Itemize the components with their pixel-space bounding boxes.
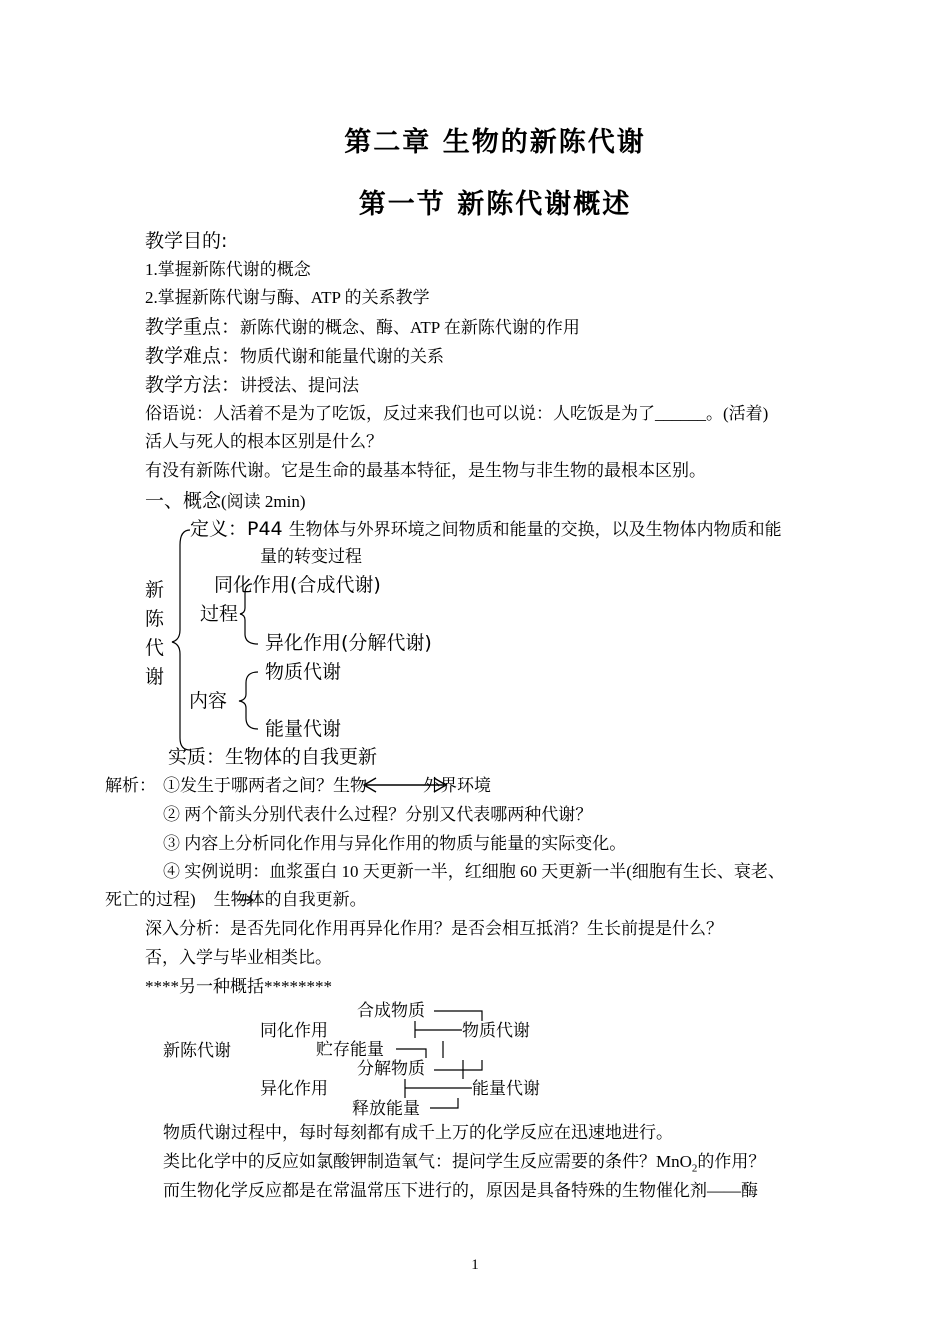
diagram-root-label <box>145 576 171 692</box>
root-char-3: 代 <box>145 637 165 659</box>
page-title: 第二章 生物的新陈代谢 <box>344 127 646 158</box>
release-energy: 释放能量 <box>352 1099 420 1118</box>
dissimilation: 异化作用 <box>260 1079 328 1098</box>
analysis-1-pre: ①发生于哪两者之间？生物 <box>163 776 367 795</box>
store-energy: 贮存能量 <box>316 1040 384 1059</box>
paragraph-2-pre: 类比化学中的反应如氯酸钾制造氧气：提问学生反应需要的条件？MnO <box>163 1152 692 1171</box>
synth-connector <box>434 1011 482 1021</box>
material-metab: 物质代谢 <box>462 1021 530 1040</box>
intro-line-3: 有没有新陈代谢。它是生命的最基本特征，是生物与非生物的最根本区别。 <box>145 461 706 480</box>
difficulties-label: 教学难点： <box>145 345 241 367</box>
key-points-text: 新陈代谢的概念、酶、ATP 在新陈代谢的作用 <box>240 318 580 337</box>
anabolism-label: 同化作用(合成代谢) <box>214 574 381 596</box>
another-summary: ****另一种概括******** <box>145 977 332 996</box>
methods <box>145 374 359 396</box>
analysis-line-1 <box>163 776 491 796</box>
section-1-note: (阅读 2min) <box>221 492 306 511</box>
analysis-1-post: 外界环境 <box>423 776 491 795</box>
root-char-2: 陈 <box>145 608 165 630</box>
difficulties <box>145 345 444 367</box>
assimilation: 同化作用 <box>260 1021 328 1040</box>
process-label: 过程 <box>200 603 239 625</box>
methods-label: 教学方法： <box>145 374 241 396</box>
synth-material: 合成物质 <box>357 1001 425 1020</box>
catabolism-label: 异化作用(分解代谢) <box>265 632 432 654</box>
paragraph-2-post: 的作用？ <box>697 1152 766 1171</box>
deep-analysis-1: 深入分析：是否先同化作用再异化作用？是否会相互抵消？生长前提是什么？ <box>145 919 723 938</box>
page-number: 1 <box>471 1257 479 1273</box>
intro-line-1: 俗语说：人活着不是为了吃饭，反过来我们也可以说：人吃饭是为了______。(活着) <box>145 404 769 423</box>
deep-analysis-2: 否，入学与毕业相类比。 <box>145 948 332 967</box>
section-1-heading <box>145 490 306 512</box>
difficulties-text: 物质代谢和能量代谢的关系 <box>240 347 445 366</box>
analysis-line-4a: ④ 实例说明：血浆蛋白 10 天更新一半，红细胞 60 天更新一半(细胞有生长、衰老、 <box>163 862 785 881</box>
root-char-4: 谢 <box>145 666 165 688</box>
analysis-line-3: ③ 内容上分析同化作用与异化作用的物质与能量的实际变化。 <box>163 834 627 853</box>
energy-metabolism-label: 能量代谢 <box>265 718 342 740</box>
analysis-label: 解析： <box>105 776 156 795</box>
main-brace <box>172 530 190 750</box>
methods-text: 讲授法、提问法 <box>240 376 360 395</box>
analysis-4b-post: 生物体的自我更新。 <box>213 890 367 909</box>
definition-label: 定义：P44 <box>190 518 289 540</box>
section-title: 第一节 新陈代谢概述 <box>358 189 632 220</box>
key-points-label: 教学重点： <box>145 316 241 338</box>
definition-text-1: 生物体与外界环境之间物质和能量的交换，以及生物体内物质和能 <box>288 520 782 539</box>
analysis-4b-pre: 死亡的过程) <box>105 890 196 909</box>
key-points <box>145 316 580 338</box>
definition-line-1 <box>190 518 782 540</box>
section-1-label: 一、概念 <box>145 490 222 512</box>
paragraph-1: 物质代谢过程中，每时每刻都有成千上万的化学反应在迅速地进行。 <box>163 1123 673 1142</box>
material-metabolism-label: 物质代谢 <box>265 661 342 683</box>
objective-1: 1.掌握新陈代谢的概念 <box>145 260 311 279</box>
objectives-label: 教学目的: <box>145 230 228 252</box>
dissim-to-energy <box>405 1079 472 1098</box>
assim-to-material <box>415 1021 462 1038</box>
intro-line-2: 活人与死人的根本区别是什么？ <box>145 432 383 451</box>
objective-2: 2.掌握新陈代谢与酶、ATP 的关系教学 <box>145 288 430 307</box>
paragraph-2-subscript: 2 <box>691 1162 698 1175</box>
essence-label: 实质：生物体的自我更新 <box>168 746 378 768</box>
decomp-material: 分解物质 <box>357 1059 425 1078</box>
paragraph-3: 而生物化学反应都是在常温常压下进行的，原因是具备特殊的生物催化剂——酶 <box>163 1181 758 1200</box>
store-connector <box>396 1049 426 1058</box>
decomp-connector <box>434 1060 482 1070</box>
definition-text-2: 量的转变过程 <box>260 547 362 566</box>
root-char-1: 新 <box>145 579 165 601</box>
diagram-2-root: 新陈代谢 <box>163 1041 231 1060</box>
analysis-line-2: ② 两个箭头分别代表什么过程？分别又代表哪两种代谢？ <box>163 805 593 824</box>
content-brace <box>239 672 258 729</box>
release-connector <box>430 1098 458 1108</box>
paragraph-2 <box>163 1152 765 1178</box>
analysis-line-4b <box>105 890 367 910</box>
energy-metab: 能量代谢 <box>472 1079 540 1098</box>
content-label: 内容 <box>189 690 228 712</box>
